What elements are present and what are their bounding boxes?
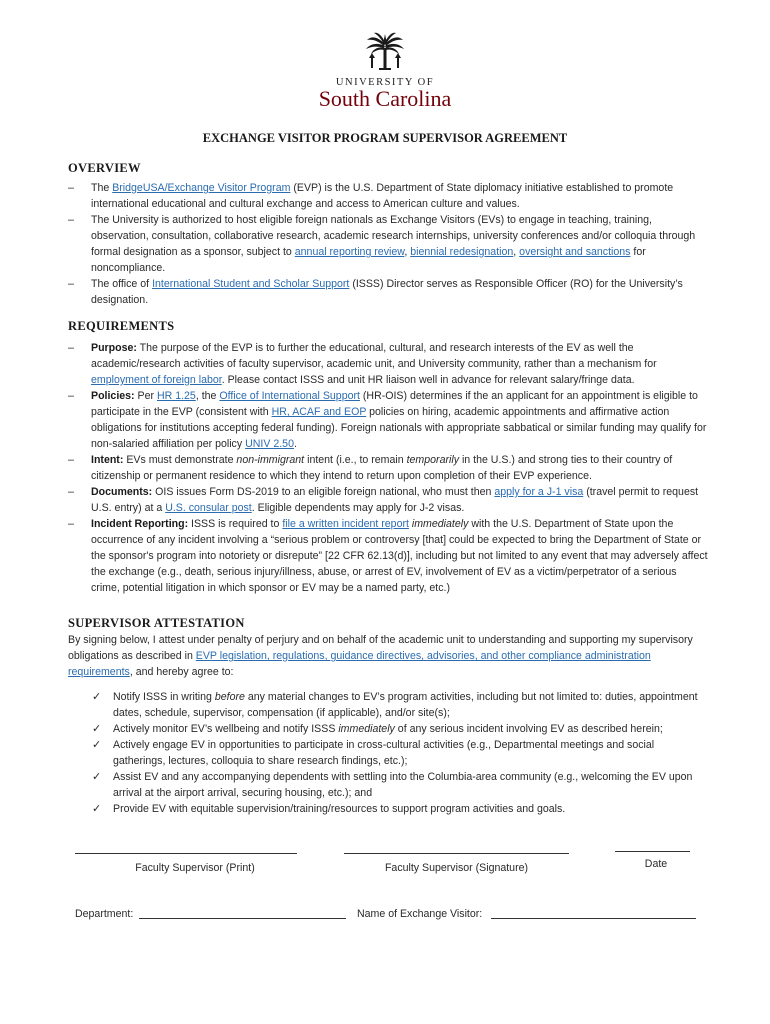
text: intent (i.e., to remain — [304, 454, 407, 466]
text: The University is authorized to host eligible foreign nationals as Exchange Visitors (EVs) to engage in teaching, training, observation, consultation, collaborative research, academic research internships, university conferences and/or colloquia through formal designation as a sponsor, subject to — [91, 214, 696, 258]
exchange-visitor-label: Name of Exchange Visitor: — [357, 908, 483, 920]
university-logo — [300, 30, 470, 114]
text: OIS issues Form DS-2019 to an eligible foreign national, who must then — [152, 486, 495, 498]
text: The — [91, 182, 113, 194]
date-line[interactable] — [615, 851, 690, 852]
text: in the U.S.) and strong ties to their country of citizenship or permanent residence to which they intend to return upon completion of their EVP experience. — [91, 454, 673, 482]
department-line[interactable] — [139, 918, 346, 919]
document-title: EXCHANGE VISITOR PROGRAM SUPERVISOR AGREEMENT — [202, 131, 568, 145]
biennial-redesignation-link[interactable]: biennial redesignation — [410, 246, 514, 258]
dash-bullet: – — [68, 278, 74, 290]
emphasis: immediately — [408, 518, 469, 530]
text: (EVP) is the U.S. Department of State diplomacy initiative established to promote international educational and cultural exchange and access to American culture and values. — [91, 182, 674, 210]
list-item — [92, 801, 702, 817]
supervisor-signature-label: Faculty Supervisor (Signature) — [384, 862, 529, 874]
bridgeusa-link[interactable]: BridgeUSA/Exchange Visitor Program — [112, 182, 291, 194]
list-item — [92, 737, 702, 769]
text: , — [404, 246, 411, 258]
checkmark-icon: ✓ — [92, 739, 102, 751]
list-item — [68, 484, 708, 516]
incident-report-link[interactable]: file a written incident report — [282, 518, 409, 530]
text: Provide EV with equitable supervision/training/resources to support program activities and goals. — [113, 803, 566, 815]
text: with the U.S. Department of State upon the occurrence of any incident involving a “serious problem or controversy [that] could be expected to bring the Department of State or the sponsor's program into notoriety or disrepute” [22 CFR 62.13(d)], including but not limited to any event that may adversely affect the exchange (e.g., death, serious injury/illness, abuse, or arrest of EV, involvement of EV as a victim/perpetrator of a serious crime, potential litigation in which sponsor or EV may be a named party, etc.) — [91, 518, 708, 594]
requirements-list — [68, 340, 708, 596]
dash-bullet: – — [68, 214, 74, 226]
supervisor-signature-line[interactable] — [344, 853, 569, 854]
list-item — [68, 452, 708, 484]
emphasis: before — [214, 691, 245, 703]
annual-reporting-link[interactable]: annual reporting review — [294, 246, 405, 258]
overview-heading: OVERVIEW — [68, 161, 141, 175]
dash-bullet: – — [68, 518, 74, 530]
text: The purpose of the EVP is to further the educational, cultural, and research interests of the EV as well the academic/research activities of faculty supervisor, academic unit, and University community, rather than a mechanism for — [91, 342, 657, 370]
text: Notify ISSS in writing — [113, 691, 215, 703]
list-item — [92, 769, 702, 801]
dash-bullet: – — [68, 486, 74, 498]
list-item — [68, 212, 708, 276]
text: any material changes to EV’s program activities, including but not limited to: duties, appointment dates, schedule, supervisor, compensation (if applicable), and/or site(s); — [113, 691, 698, 719]
intent-term: Intent: — [91, 454, 124, 466]
text: , and hereby agree to: — [129, 666, 234, 678]
consular-post-link[interactable]: U.S. consular post — [165, 502, 252, 514]
text: . — [293, 438, 297, 450]
text: The office of — [91, 278, 153, 290]
isss-link[interactable]: International Student and Scholar Support — [152, 278, 350, 290]
overview-list — [68, 180, 708, 308]
supervisor-print-label: Faculty Supervisor (Print) — [135, 862, 255, 874]
list-item — [68, 340, 708, 388]
hr-acaf-eop-link[interactable]: HR, ACAF and EOP — [271, 406, 367, 418]
date-label: Date — [644, 858, 668, 870]
text: Actively engage EV in opportunities to participate in cross-cultural activities (e.g., Departmental meetings and social gatherings, lectures, colloquia to share research findings, etc.); — [113, 739, 655, 767]
text: Per — [134, 390, 157, 402]
text: EVs must demonstrate — [123, 454, 237, 466]
text: ISSS is required to — [188, 518, 283, 530]
text: (HR-OIS) determines if the an applicant for an appointment is eligible to participate in the EVP (consistent with — [91, 390, 698, 418]
j1-visa-link[interactable]: apply for a J-1 visa — [494, 486, 584, 498]
text: By signing below, I attest under penalty of perjury and on behalf of the academic unit to understanding and supporting my supervisory obligations as described in — [68, 634, 693, 662]
text: for noncompliance. — [91, 246, 646, 274]
text: , the — [195, 390, 220, 402]
dash-bullet: – — [68, 342, 74, 354]
list-item — [68, 180, 708, 212]
attestation-intro — [68, 632, 708, 680]
oversight-sanctions-link[interactable]: oversight and sanctions — [519, 246, 631, 258]
dash-bullet: – — [68, 454, 74, 466]
text: of any serious incident involving EV as described herein; — [394, 723, 663, 735]
incident-term: Incident Reporting: — [91, 518, 189, 530]
emphasis: non-immigrant — [236, 454, 305, 466]
dash-bullet: – — [68, 390, 74, 402]
ois-link[interactable]: Office of International Support — [219, 390, 360, 402]
attestation-heading: SUPERVISOR ATTESTATION — [68, 616, 245, 630]
checkmark-icon: ✓ — [92, 691, 102, 703]
list-item — [92, 689, 702, 721]
attestation-checklist — [92, 689, 702, 817]
hr-125-link[interactable]: HR 1.25 — [156, 390, 196, 402]
checkmark-icon: ✓ — [92, 723, 102, 735]
list-item — [92, 721, 702, 737]
text: policies on hiring, academic appointments and affirmative action obligations for institutions accepting federal funding). Foreign nationals with appropriate sabbatical or similar funding may qualify for non-salaried affiliation per policy — [91, 406, 707, 450]
policies-term: Policies: — [91, 390, 135, 402]
checkmark-icon: ✓ — [92, 771, 102, 783]
logo-south-carolina: South Carolina — [318, 86, 452, 111]
dash-bullet: – — [68, 182, 74, 194]
supervisor-print-line[interactable] — [75, 853, 297, 854]
checkmark-icon: ✓ — [92, 803, 102, 815]
department-label: Department: — [75, 908, 134, 920]
purpose-term: Purpose: — [91, 342, 137, 354]
text: Assist EV and any accompanying dependents with settling into the Columbia-area community (e.g., welcoming the EV upon arrival at the airport arrival, securing housing, etc.); and — [113, 771, 693, 799]
list-item — [68, 516, 708, 596]
documents-term: Documents: — [91, 486, 153, 498]
emphasis: temporarily — [406, 454, 459, 466]
list-item — [68, 388, 708, 452]
univ-250-link[interactable]: UNIV 2.50 — [245, 438, 294, 450]
text: . Eligible dependents may apply for J-2 visas. — [251, 502, 465, 514]
text: , — [513, 246, 520, 258]
emphasis: immediately — [338, 723, 395, 735]
logo-university-of: UNIVERSITY OF — [335, 77, 435, 88]
text: (travel permit to request U.S. entry) at a — [91, 486, 699, 514]
requirements-heading: REQUIREMENTS — [68, 319, 175, 333]
text: Actively monitor EV’s wellbeing and notify ISSS — [113, 723, 339, 735]
palmetto-tree-icon — [363, 30, 407, 76]
text: . Please contact ISSS and unit HR liaison well in advance for relevant salary/fringe data. — [221, 374, 635, 386]
evp-legislation-link[interactable]: EVP legislation, regulations, guidance directives, advisories, and other compliance administration requirements — [68, 650, 651, 678]
text: (ISSS) Director serves as Responsible Officer (RO) for the University’s designation. — [91, 278, 683, 306]
list-item — [68, 276, 708, 308]
foreign-labor-link[interactable]: employment of foreign labor — [91, 374, 222, 386]
exchange-visitor-line[interactable] — [491, 918, 696, 919]
